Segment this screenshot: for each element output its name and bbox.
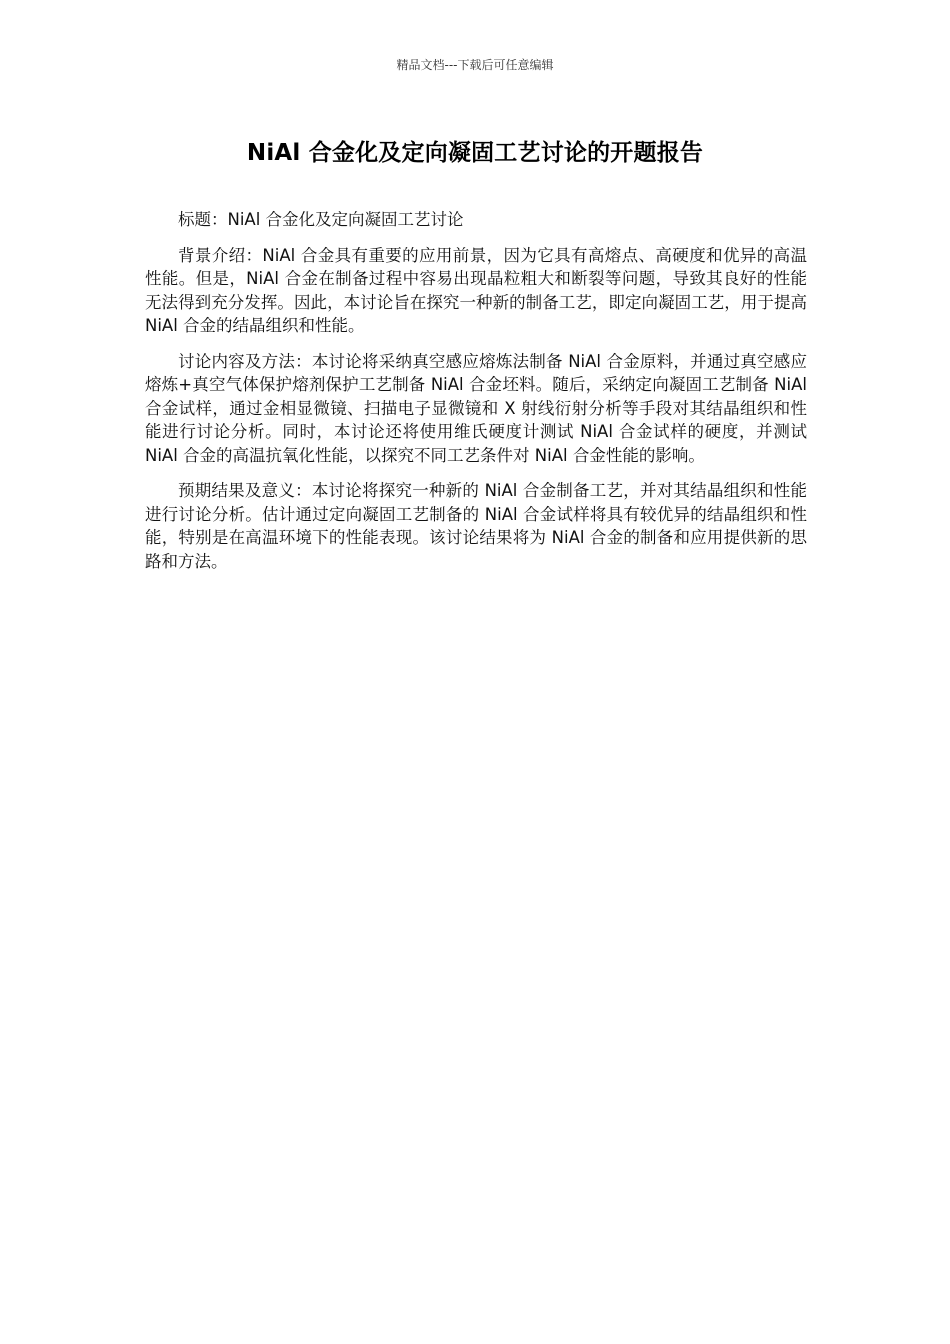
- document-title: NiAl 合金化及定向凝固工艺讨论的开题报告: [246, 140, 704, 166]
- paragraph-methods: 讨论内容及方法：本讨论将采纳真空感应熔炼法制备 NiAl 合金原料，并通过真空感应熔炼+真空气体保护熔剂保护工艺制备 NiAl 合金坯料。随后，采纳定向凝固工艺制备 NiAl 合金试样，通过金相显微镜、扫描电子显微镜和 X 射线衍射分析等手段对其结晶组织和性能进行讨论分析。同时，本讨论还将使用维氏硬度计测试 NiAl 合金试样的硬度，并测试 NiAl 合金的高温抗氧化性能，以探究不同工艺条件对 NiAl 合金性能的影响。: [145, 351, 807, 465]
- paragraph-background: 背景介绍：NiAl 合金具有重要的应用前景，因为它具有高熔点、高硬度和优异的高温性能。但是，NiAl 合金在制备过程中容易出现晶粒粗大和断裂等问题，导致其良好的性能无法得到充分发挥。因此，本讨论旨在探究一种新的制备工艺，即定向凝固工艺，用于提高 NiAl 合金的结晶组织和性能。: [145, 245, 807, 335]
- document-body: [145, 208, 807, 585]
- header-note: 精品文档---下载后可任意编辑: [396, 58, 554, 72]
- paragraph-subject: 标题：NiAl 合金化及定向凝固工艺讨论: [178, 210, 464, 229]
- paragraph-expected-results: 预期结果及意义：本讨论将探究一种新的 NiAl 合金制备工艺，并对其结晶组织和性能进行讨论分析。估计通过定向凝固工艺制备的 NiAl 合金试样将具有较优异的结晶组织和性能，特别是在高温环境下的性能表现。该讨论结果将为 NiAl 合金的制备和应用提供新的思路和方法。: [145, 481, 807, 571]
